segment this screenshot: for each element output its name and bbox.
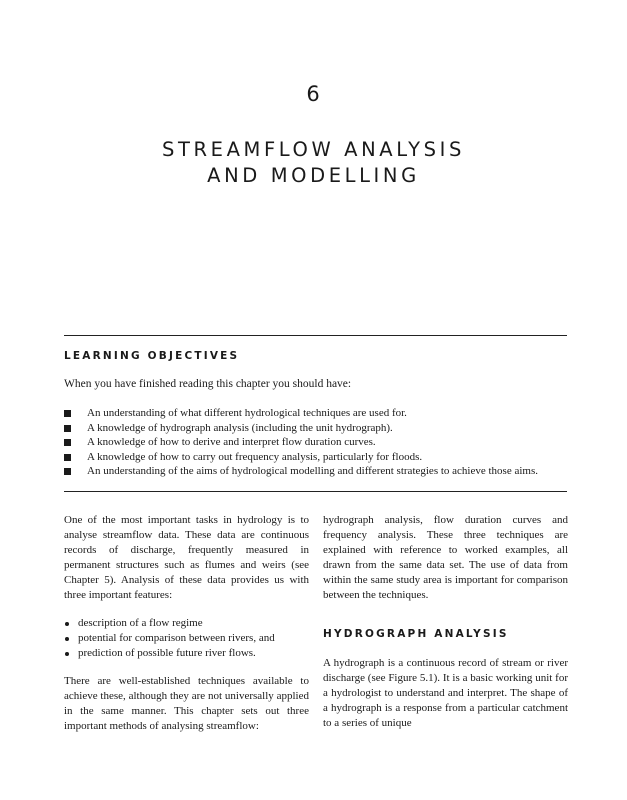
chapter-number: 6 bbox=[306, 82, 321, 106]
feature-item: prediction of possible future river flows. bbox=[64, 646, 309, 661]
learning-objectives-intro: When you have finished reading this chapter you should have: bbox=[64, 378, 352, 390]
chapter-title-line-1: STREAMFLOW ANALYSIS bbox=[162, 138, 465, 161]
square-bullet-icon bbox=[64, 454, 71, 461]
objective-item: A knowledge of how to carry out frequency analysis, particularly for floods. bbox=[64, 450, 538, 465]
bullet-dot-icon bbox=[65, 652, 69, 656]
objective-item: A knowledge of how to derive and interpret flow duration curves. bbox=[64, 435, 538, 450]
square-bullet-icon bbox=[64, 410, 71, 417]
techniques-paragraph: There are well-established techniques available to achieve these, although they are not universally applied in the same manner. This chapter sets out three important methods of analysing streamflow: bbox=[64, 675, 309, 732]
learning-objectives-list bbox=[64, 406, 538, 479]
right-column bbox=[323, 513, 568, 603]
hydrograph-analysis-heading: HYDROGRAPH ANALYSIS bbox=[323, 628, 509, 640]
left-column bbox=[64, 513, 309, 734]
feature-item: description of a flow regime bbox=[64, 616, 309, 631]
intro-paragraph: One of the most important tasks in hydrology is to analyse streamflow data. These data are continuous records of discharge, frequently measured in permanent structures such as flumes and weirs (see Chapter 5). Analysis of these data provides us with three important features: bbox=[64, 514, 309, 601]
chapter-title-line-2: AND MODELLING bbox=[207, 164, 420, 187]
chapter-title bbox=[0, 137, 627, 189]
objective-item: A knowledge of hydrograph analysis (including the unit hydrograph). bbox=[64, 421, 538, 436]
objective-item: An understanding of the aims of hydrological modelling and different strategies to achieve those aims. bbox=[64, 464, 538, 479]
learning-objectives-heading: LEARNING OBJECTIVES bbox=[64, 350, 240, 362]
bullet-dot-icon bbox=[65, 622, 69, 626]
features-list bbox=[64, 616, 309, 661]
top-divider bbox=[64, 335, 567, 336]
square-bullet-icon bbox=[64, 439, 71, 446]
bullet-dot-icon bbox=[65, 637, 69, 641]
hydrograph-paragraph: A hydrograph is a continuous record of stream or river discharge (see Figure 5.1). It is a basic working unit for a hydrologist to understand and interpret. The shape of a hydrograph is a response from a particular catchment to a series of unique bbox=[323, 657, 568, 729]
bottom-divider bbox=[64, 491, 567, 492]
square-bullet-icon bbox=[64, 468, 71, 475]
feature-item: potential for comparison between rivers, and bbox=[64, 631, 309, 646]
objective-item: An understanding of what different hydrological techniques are used for. bbox=[64, 406, 538, 421]
continuation-paragraph: hydrograph analysis, flow duration curves and frequency analysis. These three techniques are explained with reference to worked examples, all drawn from the same data set. The use of data from within the same study area is important for comparison between the techniques. bbox=[323, 514, 568, 601]
square-bullet-icon bbox=[64, 425, 71, 432]
